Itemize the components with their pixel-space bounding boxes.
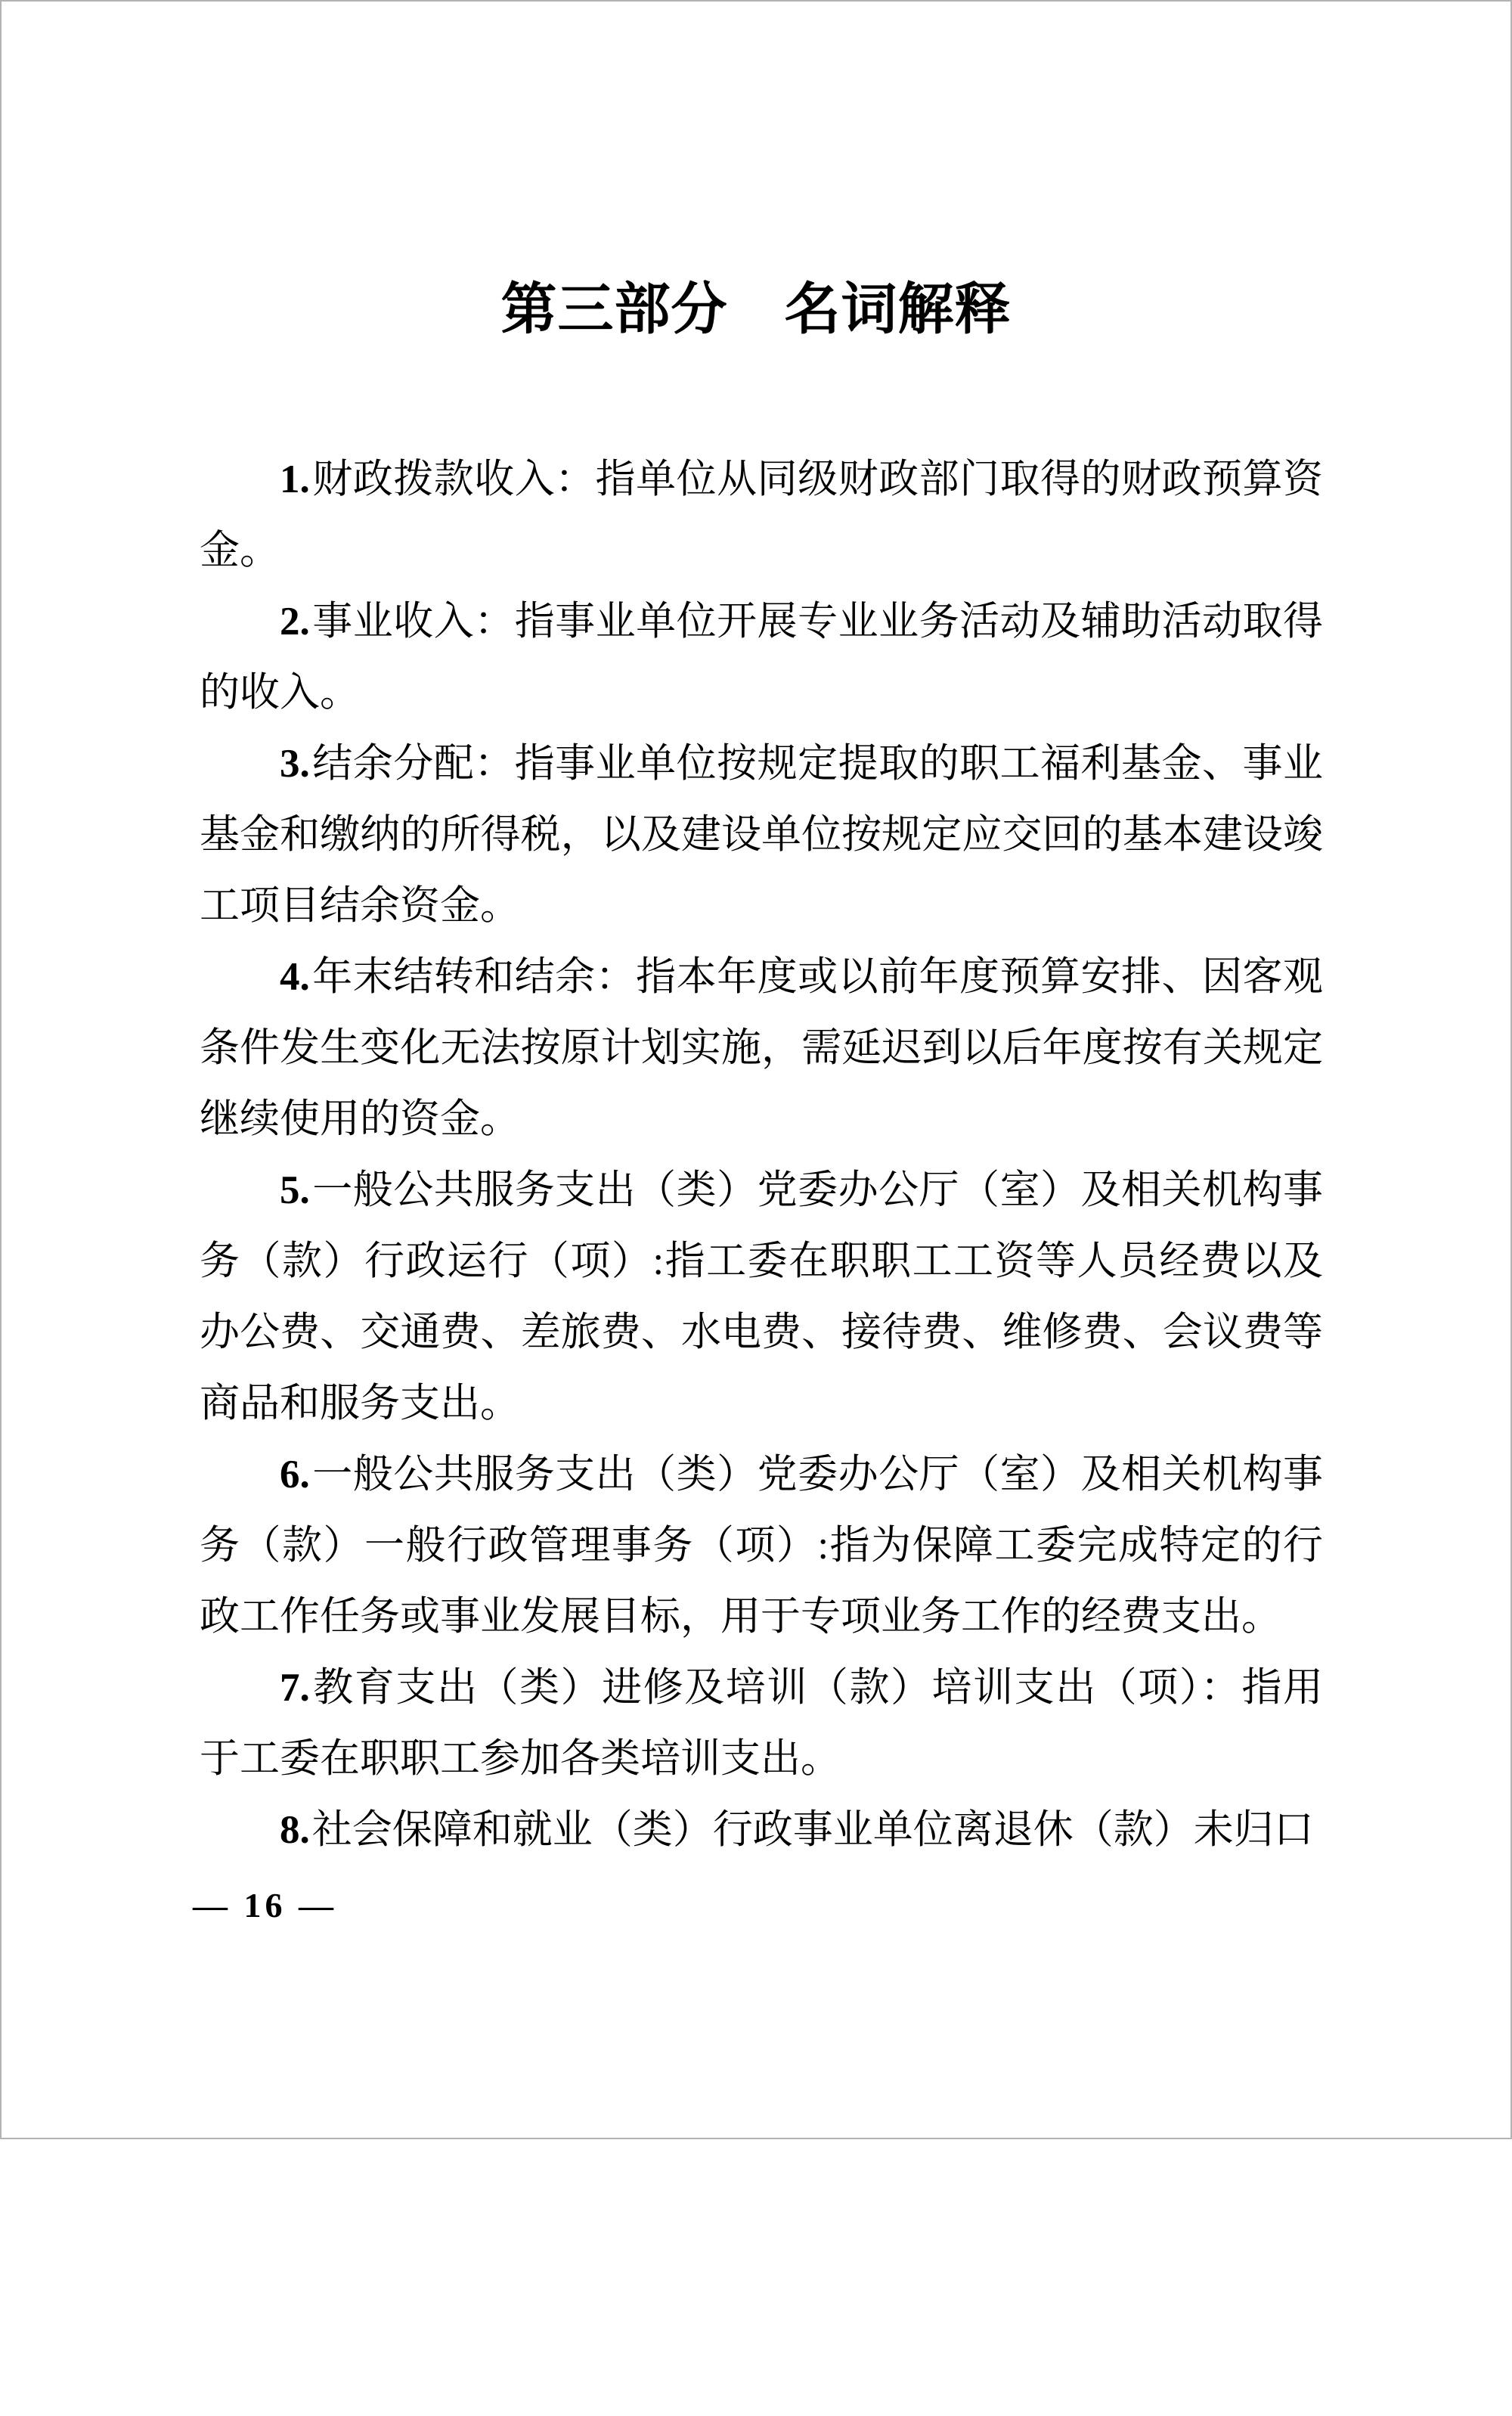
definition-paragraph	[200, 728, 1323, 941]
paragraph-number: 5.	[280, 1168, 310, 1213]
paragraph-number: 3.	[280, 742, 310, 786]
definition-paragraph	[200, 1652, 1323, 1794]
paragraph-text: 一般公共服务支出（类）党委办公厅（室）及相关机构事务（款）一般行政管理事务（项）:指为保障工委完成特定的行政工作任务或事业发展目标，用于专项业务工作的经费支出。	[200, 1453, 1323, 1639]
section-title: 第三部分 名词解释	[500, 279, 1012, 341]
paragraph-text: 教育支出（类）进修及培训（款）培训支出（项）：指用于工委在职职工参加各类培训支出。	[200, 1666, 1323, 1782]
page-number: — 16 —	[193, 1886, 337, 1925]
definitions-body	[200, 444, 1323, 1865]
paragraph-text: 一般公共服务支出（类）党委办公厅（室）及相关机构事务（款）行政运行（项）:指工委在职职工工资等人员经费以及办公费、交通费、差旅费、水电费、接待费、维修费、会议费等商品和服务支出。	[200, 1168, 1323, 1426]
paragraph-number: 4.	[280, 955, 310, 1000]
paragraph-number: 6.	[280, 1453, 310, 1497]
paragraph-text: 年末结转和结余：指本年度或以前年度预算安排、因客观条件发生变化无法按原计划实施，需延迟到以后年度按有关规定继续使用的资金。	[200, 955, 1323, 1142]
paragraph-number: 2.	[280, 600, 310, 644]
definition-paragraph	[200, 586, 1323, 728]
paragraph-number: 1.	[280, 457, 310, 502]
definition-paragraph	[200, 1439, 1323, 1652]
paragraph-number: 7.	[280, 1666, 310, 1710]
paragraph-text: 社会保障和就业（类）行政事业单位离退休（款）未归口	[311, 1808, 1314, 1853]
definition-paragraph	[200, 444, 1323, 586]
paragraph-text: 结余分配：指事业单位按规定提取的职工福利基金、事业基金和缴纳的所得税，以及建设单位按规定应交回的基本建设竣工项目结余资金。	[200, 742, 1323, 929]
definition-paragraph	[200, 1794, 1323, 1865]
paragraph-text: 财政拨款收入：指单位从同级财政部门取得的财政预算资金。	[200, 457, 1323, 573]
page-container	[2, 280, 1510, 2416]
definition-paragraph	[200, 941, 1323, 1155]
definition-paragraph	[200, 1155, 1323, 1439]
paragraph-text: 事业收入：指事业单位开展专业业务活动及辅助活动取得的收入。	[200, 600, 1323, 715]
paragraph-number: 8.	[280, 1808, 310, 1853]
